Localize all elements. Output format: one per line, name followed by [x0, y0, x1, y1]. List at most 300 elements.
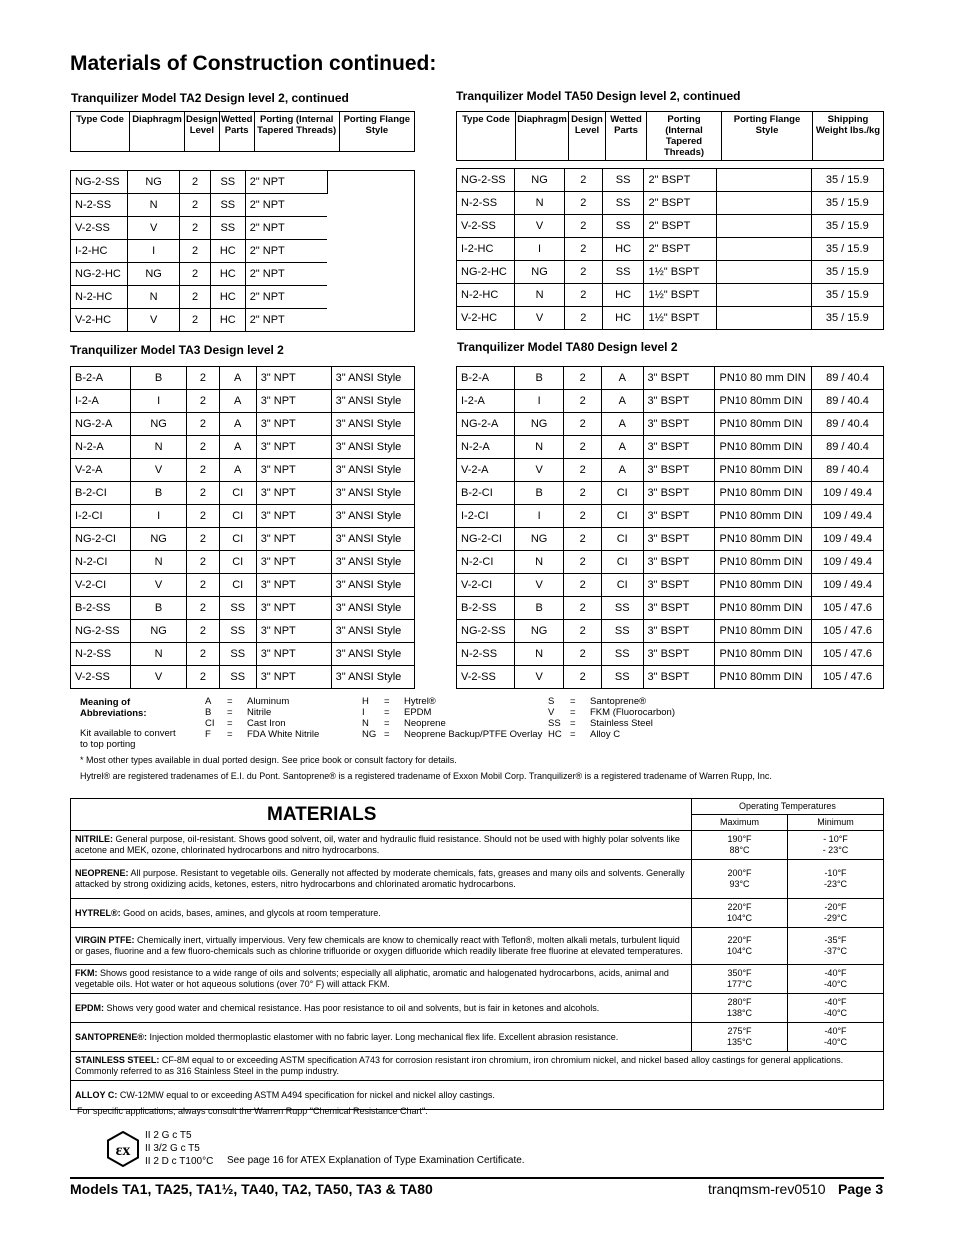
- table-cell: 89 / 40.4: [811, 436, 883, 459]
- table-cell: CI: [219, 505, 256, 528]
- materials-table: [70, 798, 884, 1110]
- table-row: [71, 390, 415, 413]
- table-cell: 2: [187, 620, 220, 643]
- table-cell: SS: [601, 620, 643, 643]
- material-name: SANTOPRENE®:: [75, 1031, 147, 1042]
- table-cell: 2: [180, 194, 211, 217]
- abbrev-item: HC = Alloy C: [548, 729, 621, 740]
- table-cell: I: [131, 390, 187, 413]
- table-cell: B-2-SS: [457, 597, 515, 620]
- temp-min: - 10°F - 23°C: [788, 831, 884, 860]
- temp-min: -40°F -40°C: [788, 965, 884, 994]
- table-cell: V-2-A: [457, 459, 515, 482]
- table-cell: 89 / 40.4: [811, 390, 883, 413]
- table-cell: CI: [601, 551, 643, 574]
- table-cell: V-2-SS: [71, 666, 131, 689]
- table-cell: 2: [565, 261, 603, 284]
- table-cell: [716, 307, 811, 330]
- ta50-header: [456, 111, 884, 161]
- table-cell: A: [601, 413, 643, 436]
- temp-min: -40°F -40°C: [788, 994, 884, 1023]
- table-cell: B-2-CI: [457, 482, 515, 505]
- table-cell: N: [514, 436, 564, 459]
- table-cell: NG-2-SS: [457, 169, 515, 192]
- table-cell: 3" NPT: [256, 413, 331, 436]
- ta50-table: [456, 168, 884, 330]
- ta3-title: Tranquilizer Model TA3 Design level 2: [70, 343, 284, 357]
- table-cell: NG: [515, 169, 565, 192]
- table-cell: N: [514, 551, 564, 574]
- material-name: NEOPRENE:: [75, 868, 129, 878]
- table-cell: 3" NPT: [256, 436, 331, 459]
- table-cell: PN10 80mm DIN: [715, 459, 812, 482]
- table-cell: NG: [131, 528, 187, 551]
- table-row: [457, 643, 884, 666]
- table-cell: 2: [564, 574, 602, 597]
- table-cell: NG-2-CI: [457, 528, 515, 551]
- table-cell: 3" NPT: [256, 574, 331, 597]
- table-cell: 3" ANSI Style: [331, 459, 414, 482]
- table-cell: PN10 80mm DIN: [715, 390, 812, 413]
- table-row: [71, 436, 415, 459]
- table-cell: N-2-CI: [457, 551, 515, 574]
- material-name: FKM:: [75, 968, 98, 978]
- table-cell: 2: [187, 436, 220, 459]
- table-row: [71, 574, 415, 597]
- table-cell: 2: [565, 192, 603, 215]
- table-cell: [716, 261, 811, 284]
- table-cell: 2: [180, 286, 211, 309]
- table-row: [71, 171, 415, 194]
- table-cell: 3" BSPT: [643, 528, 715, 551]
- table-cell: B: [514, 482, 564, 505]
- header-diaphragm: Diaphragm: [130, 112, 185, 152]
- table-cell: 2: [564, 413, 602, 436]
- table-cell: SS: [210, 171, 245, 194]
- atex-ex-icon: [106, 1131, 140, 1167]
- temp-max: 350°F 177°C: [692, 965, 788, 994]
- temp-max: 220°F 104°C: [692, 899, 788, 928]
- operating-temps-header: Operating Temperatures: [692, 799, 884, 815]
- table-cell: V-2-SS: [71, 217, 128, 240]
- table-cell: V: [515, 307, 565, 330]
- table-cell: 3" BSPT: [643, 413, 715, 436]
- table-cell: SS: [219, 597, 256, 620]
- table-row: [457, 367, 884, 390]
- table-cell: 2: [180, 309, 211, 332]
- table-row: [457, 459, 884, 482]
- table-row: [457, 261, 884, 284]
- table-cell: B-2-CI: [71, 482, 131, 505]
- table-cell: I-2-A: [457, 390, 515, 413]
- table-row: [457, 666, 884, 689]
- table-cell: 3" BSPT: [643, 390, 715, 413]
- table-cell: N: [131, 551, 187, 574]
- header-shipping-weight: Shipping Weight lbs./kg: [815, 114, 881, 136]
- table-cell: PN10 80mm DIN: [715, 551, 812, 574]
- table-cell: HC: [210, 309, 245, 332]
- material-description: [71, 928, 692, 965]
- table-cell: 3" NPT: [256, 620, 331, 643]
- table-cell: 105 / 47.6: [811, 620, 883, 643]
- table-cell: 89 / 40.4: [811, 413, 883, 436]
- abbrev-item: V = FKM (Fluorocarbon): [548, 707, 675, 718]
- table-cell: PN10 80mm DIN: [715, 505, 812, 528]
- table-cell: PN10 80mm DIN: [715, 620, 812, 643]
- table-cell: 3" NPT: [256, 482, 331, 505]
- table-row: [457, 574, 884, 597]
- table-cell: [716, 238, 811, 261]
- table-cell: 3" ANSI Style: [331, 482, 414, 505]
- header-diaphragm: Diaphragm: [516, 112, 569, 161]
- table-cell: A: [219, 390, 256, 413]
- table-cell: SS: [602, 192, 644, 215]
- table-cell: N-2-CI: [71, 551, 131, 574]
- table-cell: V-2-CI: [457, 574, 515, 597]
- table-cell: V-2-A: [71, 459, 131, 482]
- table-cell: A: [219, 367, 256, 390]
- table-cell: 2" BSPT: [644, 215, 716, 238]
- ta2-header: [70, 111, 415, 152]
- table-cell: I: [131, 505, 187, 528]
- page-title: Materials of Construction continued:: [70, 52, 437, 75]
- table-cell: V-2-CI: [71, 574, 131, 597]
- table-cell: PN10 80mm DIN: [715, 597, 812, 620]
- material-description: [71, 994, 692, 1023]
- table-cell: 2: [187, 413, 220, 436]
- table-cell: 2" NPT: [245, 217, 327, 240]
- table-cell: 35 / 15.9: [811, 261, 883, 284]
- table-cell: 3" ANSI Style: [331, 528, 414, 551]
- table-row: [457, 307, 884, 330]
- table-row: [71, 459, 415, 482]
- table-cell: 2: [564, 482, 602, 505]
- table-cell: B: [514, 597, 564, 620]
- material-name: VIRGIN PTFE:: [75, 935, 135, 945]
- table-cell: 2: [564, 390, 602, 413]
- material-row: [71, 965, 884, 994]
- table-cell: 3" NPT: [256, 459, 331, 482]
- table-row: [457, 620, 884, 643]
- table-cell: 2: [564, 436, 602, 459]
- table-cell: 3" NPT: [256, 551, 331, 574]
- table-cell: 35 / 15.9: [811, 238, 883, 261]
- table-cell: PN10 80mm DIN: [715, 574, 812, 597]
- material-name: STAINLESS STEEL:: [75, 1055, 160, 1065]
- table-cell: 3" BSPT: [643, 459, 715, 482]
- table-cell: [716, 192, 811, 215]
- table-cell: 2: [565, 307, 603, 330]
- table-cell: I-2-HC: [71, 240, 128, 263]
- material-description: [71, 899, 692, 928]
- material-description: [71, 831, 692, 860]
- ta3-table: [70, 366, 415, 689]
- temp-min: -35°F -37°C: [788, 928, 884, 965]
- abbrev-label: Meaning of Abbreviations:: [80, 697, 147, 719]
- ta2-table: [70, 170, 415, 332]
- table-cell: A: [601, 367, 643, 390]
- table-cell: 35 / 15.9: [811, 169, 883, 192]
- table-cell: V: [127, 217, 179, 240]
- table-cell: 3" ANSI Style: [331, 436, 414, 459]
- material-description: [71, 965, 692, 994]
- table-cell: 3" NPT: [256, 666, 331, 689]
- table-cell: NG: [131, 413, 187, 436]
- table-cell: 3" BSPT: [643, 482, 715, 505]
- table-cell: 2: [564, 505, 602, 528]
- table-cell: SS: [210, 217, 245, 240]
- table-row: [457, 192, 884, 215]
- table-cell: NG-2-A: [457, 413, 515, 436]
- trademark-note: Hytrel® are registered tradenames of E.I. du Pont. Santoprene® is a registered tradename of Exxon Mobil Corp. Tranquilizer® is a registered tradename of Warren Rupp, Inc.: [80, 771, 772, 781]
- footer-models: Models TA1, TA25, TA1½, TA40, TA2, TA50, TA3 & TA80: [70, 1181, 433, 1197]
- table-cell: 2: [187, 482, 220, 505]
- table-cell: 2: [564, 597, 602, 620]
- abbrev-item: NG = Neoprene Backup/PTFE Overlay: [362, 729, 543, 740]
- table-cell: V-2-HC: [71, 309, 128, 332]
- table-cell: V-2-SS: [457, 666, 515, 689]
- material-text: Shows good resistance to a wide range of oils and solvents; especially all aliphatic, aromatic and halogenated hydrocarbons, acids, animal and vegetable oils. Hot water or hot aqueous solutions (over 70° F) will attack FKM.: [75, 968, 669, 989]
- table-cell: PN10 80mm DIN: [715, 643, 812, 666]
- table-row: [457, 505, 884, 528]
- material-text: Chemically inert, virtually impervious. Very few chemicals are know to chemically react with Teflon®, molten alkali metals, turbulent liquid or gases, fluorine and a few fluoro-chemicals such as chlorine trifluoride or oxygen difluoride which readily liberate free fluorine at elevated temperatures.: [75, 935, 683, 956]
- footer-divider: [70, 1177, 884, 1179]
- table-cell: 2: [187, 528, 220, 551]
- table-cell: HC: [210, 263, 245, 286]
- temp-max: 280°F 138°C: [692, 994, 788, 1023]
- table-cell: N-2-HC: [457, 284, 515, 307]
- table-cell: 2: [180, 217, 211, 240]
- table-cell: PN10 80mm DIN: [715, 413, 812, 436]
- table-cell: N-2-SS: [457, 643, 515, 666]
- table-cell: CI: [601, 482, 643, 505]
- table-cell: 3" BSPT: [643, 436, 715, 459]
- atex-codes: II 2 G c T5 II 3/2 G c T5 II 2 D c T100°C: [145, 1130, 214, 1167]
- header-wetted-parts: Wetted Parts: [606, 112, 647, 161]
- material-description: [71, 860, 692, 899]
- table-cell: 1½" BSPT: [644, 261, 716, 284]
- table-cell: 3" BSPT: [643, 620, 715, 643]
- temp-max: 190°F 88°C: [692, 831, 788, 860]
- table-cell: PN10 80mm DIN: [715, 436, 812, 459]
- table-cell: 2: [187, 597, 220, 620]
- ta50-title: Tranquilizer Model TA50 Design level 2, continued: [456, 89, 741, 103]
- table-cell: 3" ANSI Style: [335, 671, 402, 683]
- table-cell: 105 / 47.6: [811, 643, 883, 666]
- abbrev-item: F = FDA White Nitrile: [205, 729, 320, 740]
- table-cell: N: [515, 192, 565, 215]
- table-row: [71, 666, 415, 689]
- material-name: EPDM:: [75, 1002, 104, 1013]
- table-cell: NG-2-CI: [71, 528, 131, 551]
- table-cell: 3" BSPT: [643, 666, 715, 689]
- table-cell: CI: [219, 528, 256, 551]
- table-cell: 2" BSPT: [644, 169, 716, 192]
- abbrev-item: A = Aluminum: [205, 696, 290, 707]
- temp-max: 200°F 93°C: [692, 860, 788, 899]
- table-cell: 2: [187, 390, 220, 413]
- table-row: [71, 367, 415, 390]
- table-cell: SS: [219, 643, 256, 666]
- table-cell: [716, 169, 811, 192]
- table-cell: 2" NPT: [249, 314, 285, 326]
- dual-port-note: * Most other types available in dual ported design. See price book or consult factory for details.: [80, 755, 457, 765]
- table-cell: NG: [514, 413, 564, 436]
- table-cell: A: [219, 413, 256, 436]
- table-cell: 2: [564, 643, 602, 666]
- svg-text:εx: εx: [115, 1142, 131, 1159]
- table-cell: 3" BSPT: [643, 597, 715, 620]
- table-cell: 35 / 15.9: [811, 215, 883, 238]
- table-cell: 2: [565, 284, 603, 307]
- table-cell: V: [514, 574, 564, 597]
- table-row: [71, 551, 415, 574]
- abbrev-item: SS = Stainless Steel: [548, 718, 653, 729]
- material-description: [71, 1052, 884, 1081]
- table-cell: CI: [219, 574, 256, 597]
- abbrev-item: S = Santoprene®: [548, 696, 647, 707]
- table-cell: SS: [601, 666, 643, 689]
- table-cell: 109 / 49.4: [811, 551, 883, 574]
- table-cell: 3" BSPT: [643, 643, 715, 666]
- header-design-level: Design Level: [569, 112, 606, 161]
- table-cell: 3" NPT: [256, 597, 331, 620]
- abbrev-item: H = Hytrel®: [362, 696, 436, 707]
- table-cell: SS: [602, 215, 644, 238]
- table-cell: I-2-A: [71, 390, 131, 413]
- table-row: [71, 597, 415, 620]
- table-row: [71, 528, 415, 551]
- table-cell: V: [127, 309, 179, 332]
- table-cell: 2: [187, 367, 220, 390]
- table-cell: [716, 215, 811, 238]
- material-row: [71, 831, 884, 860]
- max-header: Maximum: [692, 815, 788, 831]
- table-cell: V: [514, 459, 564, 482]
- abbrev-item: I = EPDM: [362, 707, 432, 718]
- table-row: [457, 215, 884, 238]
- table-row: [71, 620, 415, 643]
- abbrev-item: CI = Cast Iron: [205, 718, 286, 729]
- material-row: [71, 994, 884, 1023]
- table-cell: 3" ANSI Style: [331, 643, 414, 666]
- table-cell: 3" BSPT: [643, 367, 715, 390]
- table-cell: V-2-HC: [457, 307, 515, 330]
- table-cell: NG: [515, 261, 565, 284]
- table-cell: SS: [601, 643, 643, 666]
- table-cell: HC: [210, 286, 245, 309]
- table-cell: 3" NPT: [256, 643, 331, 666]
- temp-min: -40°F -40°C: [788, 1023, 884, 1052]
- material-text: CF-8M equal to or exceeding ASTM specification A743 for corrosion resistant iron chromium, iron chromium nickel, and nickel based alloy castings for general applications. Commonly referred to as 316 Stainless Steel in the pump industry.: [75, 1055, 844, 1076]
- table-cell: N: [515, 284, 565, 307]
- footer-rev: tranqmsm-rev0510: [708, 1181, 826, 1197]
- footer-page: Page 3: [838, 1181, 884, 1197]
- table-cell: HC: [602, 238, 644, 261]
- table-cell: 3" NPT: [256, 528, 331, 551]
- table-cell: V-2-SS: [457, 215, 515, 238]
- table-cell: N: [127, 194, 179, 217]
- table-cell: SS: [602, 169, 644, 192]
- table-cell: N: [514, 643, 564, 666]
- table-cell: 2" NPT: [245, 286, 327, 309]
- table-cell: 2: [187, 666, 220, 689]
- table-cell: 2" NPT: [245, 171, 327, 194]
- table-cell: V: [515, 215, 565, 238]
- table-cell: A: [219, 436, 256, 459]
- table-cell: A: [601, 390, 643, 413]
- table-cell: 1½" BSPT: [644, 284, 716, 307]
- table-cell: 3" ANSI Style: [331, 597, 414, 620]
- table-row: [457, 238, 884, 261]
- header-porting: Porting (Internal Tapered Threads): [254, 112, 339, 152]
- table-cell: 109 / 49.4: [811, 528, 883, 551]
- table-cell: 2: [564, 367, 602, 390]
- table-row: [71, 482, 415, 505]
- abbrev-col-1: [205, 696, 319, 740]
- header-type-code: Type Code: [71, 112, 130, 152]
- table-cell: N: [131, 436, 187, 459]
- table-row: [457, 551, 884, 574]
- table-cell: SS: [601, 597, 643, 620]
- table-cell: CI: [219, 482, 256, 505]
- table-cell: A: [601, 436, 643, 459]
- table-cell: 2: [564, 528, 602, 551]
- table-cell: 2" NPT: [245, 194, 327, 217]
- table-cell: PN10 80mm DIN: [715, 528, 812, 551]
- temp-min: -20°F -29°C: [788, 899, 884, 928]
- table-cell: 109 / 49.4: [811, 574, 883, 597]
- table-cell: 2: [564, 459, 602, 482]
- material-name: NITRILE:: [75, 834, 113, 844]
- table-cell: 2: [187, 551, 220, 574]
- flange-style-cell: [327, 171, 414, 332]
- table-cell: 3" BSPT: [643, 551, 715, 574]
- table-cell: 35 / 15.9: [825, 312, 869, 324]
- table-cell: A: [601, 459, 643, 482]
- material-text: Shows very good water and chemical resistance. Has poor resistance to oil and solvents, but is fair in ketones and alcohols.: [106, 1002, 600, 1013]
- table-cell: CI: [601, 574, 643, 597]
- table-cell: 2: [187, 459, 220, 482]
- material-name: ALLOY C:: [75, 1089, 118, 1100]
- material-text: Injection molded thermoplastic elastomer with no fabric layer. Long mechanical flex life. Excellent abrasion resistance.: [149, 1031, 619, 1042]
- table-cell: I-2-CI: [457, 505, 515, 528]
- table-cell: CI: [601, 528, 643, 551]
- applications-note: For specific applications, always consult the Warren Rupp "Chemical Resistance Chart".: [77, 1106, 428, 1116]
- table-cell: 3" ANSI Style: [331, 505, 414, 528]
- table-cell: V: [514, 666, 564, 689]
- material-text: All purpose. Resistant to vegetable oils. Generally not affected by moderate chemicals, fats, greases and many oils and solvents. Generally attacked by strong oxidizing acids, ketones, esters, nitro hydrocarbons and chlorinated aromatic hydrocarbons.: [75, 868, 685, 889]
- table-cell: B: [131, 482, 187, 505]
- temp-max: 220°F 104°C: [692, 928, 788, 965]
- material-text: General purpose, oil-resistant. Shows good solvent, oil, water and hydraulic fluid resistance. Should not be used with highly polar solvents like acetone and MEK, ozone, chlorinated hydrocarbons and nitro hydrocarbons.: [75, 834, 680, 855]
- header-flange-style: Porting Flange Style: [722, 112, 813, 161]
- table-cell: B-2-A: [71, 367, 131, 390]
- table-cell: HC: [602, 284, 644, 307]
- table-row: [71, 643, 415, 666]
- abbrev-col-3: [548, 696, 675, 740]
- table-cell: PN10 80 mm DIN: [715, 367, 812, 390]
- table-cell: NG-2-SS: [71, 620, 131, 643]
- table-cell: 2: [564, 666, 602, 689]
- table-cell: SS: [210, 194, 245, 217]
- temp-min: -10°F -23°C: [788, 860, 884, 899]
- abbrev-col-2: [362, 696, 542, 740]
- table-cell: 2: [565, 238, 603, 261]
- table-cell: 89 / 40.4: [811, 367, 883, 390]
- table-row: [457, 436, 884, 459]
- table-cell: NG-2-A: [71, 413, 131, 436]
